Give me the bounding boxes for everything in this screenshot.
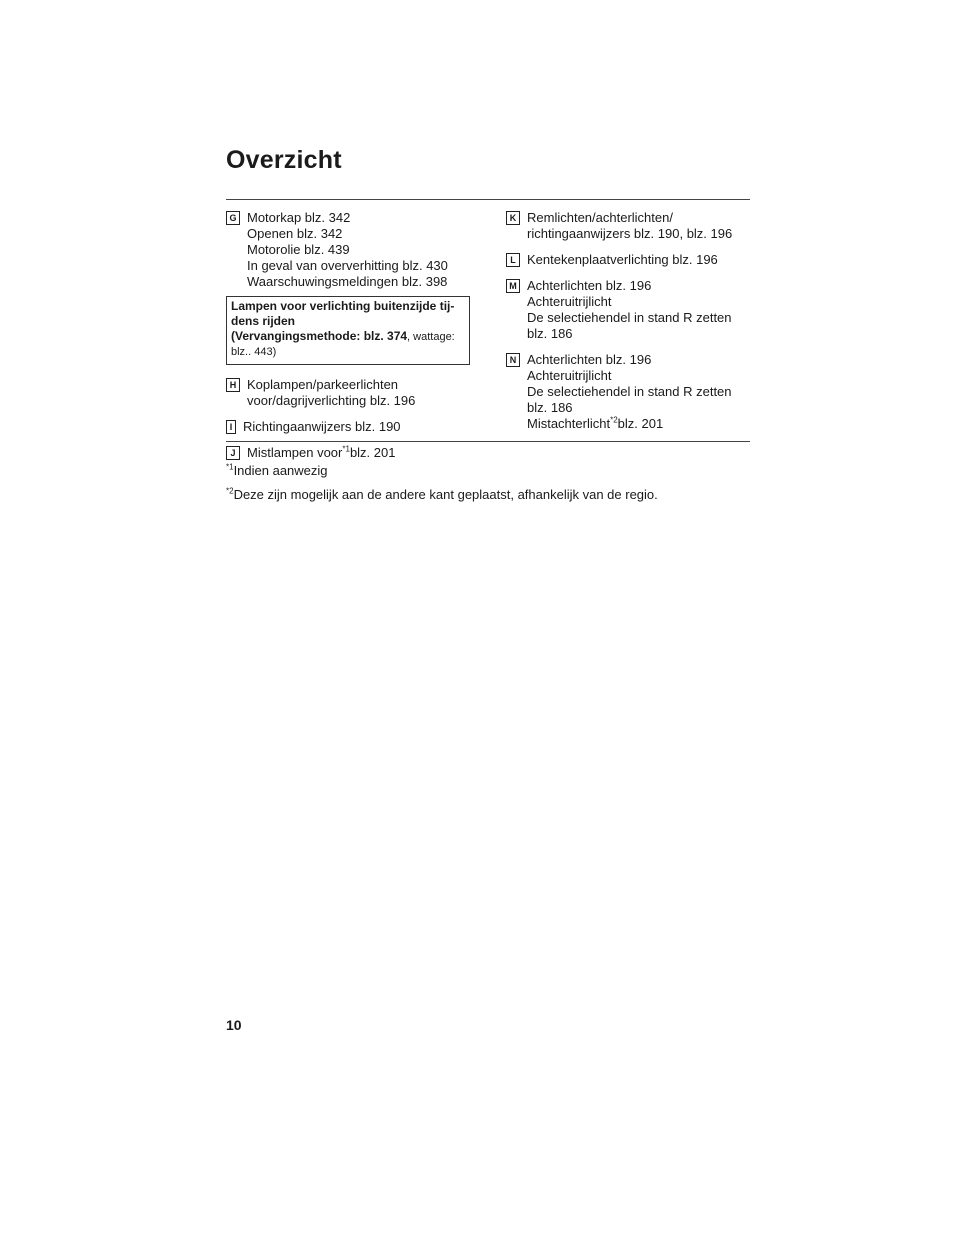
entry-n bbox=[506, 352, 750, 432]
entry-g-line: Waarschuwingsmeldingen blz. 398 bbox=[247, 274, 448, 289]
entry-m-line: Achterlichten blz. 196 bbox=[527, 278, 652, 293]
bottom-divider bbox=[226, 441, 750, 442]
box-heading-line1: Lampen voor verlichting buitenzijde tij- bbox=[231, 299, 455, 313]
key-badge-g: G bbox=[226, 211, 240, 225]
entry-n-fog-light: Mistachterlicht bbox=[527, 416, 611, 431]
footnote-1 bbox=[226, 463, 328, 479]
entry-m-line: Achteruitrijlicht bbox=[527, 294, 612, 309]
box-heading-line2: dens rijden bbox=[231, 314, 296, 328]
entry-k-line: Remlichten/achterlichten/ bbox=[527, 210, 673, 225]
key-badge-l: L bbox=[506, 253, 520, 267]
left-column bbox=[226, 210, 470, 471]
entry-g-line: In geval van oververhitting blz. 430 bbox=[247, 258, 448, 273]
lamp-replacement-box bbox=[226, 296, 470, 365]
entry-g bbox=[226, 210, 470, 290]
entry-k-line: richtingaanwijzers blz. 190, blz. 196 bbox=[527, 226, 733, 241]
entry-n-line: Achterlichten blz. 196 bbox=[527, 352, 652, 367]
entry-n-line: De selectiehendel in stand R zetten bbox=[527, 384, 732, 399]
entry-m bbox=[506, 278, 750, 342]
entry-g-line: Motorolie blz. 439 bbox=[247, 242, 350, 257]
key-badge-m: M bbox=[506, 279, 520, 293]
page-title: Overzicht bbox=[226, 146, 342, 174]
entry-j-text: Mistlampen voor bbox=[247, 445, 343, 460]
footnote-mark-1: *1 bbox=[226, 462, 234, 472]
entry-n-line: blz. 186 bbox=[527, 400, 573, 415]
box-wattage-label: , wattage: bbox=[407, 331, 455, 343]
footnote-ref-2: *2 bbox=[610, 415, 618, 425]
entry-n-fog-page: blz. 201 bbox=[617, 416, 664, 431]
entry-i bbox=[226, 419, 470, 435]
entry-j-page: blz. 201 bbox=[349, 445, 396, 460]
entry-h-line: Koplampen/parkeerlichten bbox=[247, 377, 399, 392]
key-badge-n: N bbox=[506, 353, 520, 367]
entry-h-line: voor/dagrijverlichting blz. 196 bbox=[247, 393, 416, 408]
top-divider bbox=[226, 199, 750, 200]
box-wattage-ref: blz.. 443) bbox=[231, 346, 277, 358]
entry-g-line: Openen blz. 342 bbox=[247, 226, 343, 241]
entry-i-text: Richtingaanwijzers blz. 190 bbox=[243, 419, 401, 434]
entry-g-line: Motorkap blz. 342 bbox=[247, 210, 351, 225]
right-column bbox=[506, 210, 750, 442]
footnote-ref-1: *1 bbox=[342, 444, 350, 454]
entry-j bbox=[226, 445, 470, 461]
page-number: 10 bbox=[226, 1017, 242, 1033]
box-replacement-method: (Vervangingsmethode: blz. 374 bbox=[231, 329, 408, 343]
key-badge-j: J bbox=[226, 446, 240, 460]
entry-h bbox=[226, 377, 470, 409]
entry-m-line: blz. 186 bbox=[527, 326, 573, 341]
entry-m-line: De selectiehendel in stand R zetten bbox=[527, 310, 732, 325]
entry-l-text: Kentekenplaatverlichting blz. 196 bbox=[527, 252, 718, 267]
key-badge-k: K bbox=[506, 211, 520, 225]
key-badge-h: H bbox=[226, 378, 240, 392]
key-badge-i: I bbox=[226, 420, 236, 434]
footnote-mark-2: *2 bbox=[226, 486, 234, 496]
footnote-2 bbox=[226, 487, 658, 503]
entry-k bbox=[506, 210, 750, 242]
entry-n-line: Achteruitrijlicht bbox=[527, 368, 612, 383]
footnote-text-1: Indien aanwezig bbox=[233, 463, 328, 478]
entry-l bbox=[506, 252, 750, 268]
footnote-text-2: Deze zijn mogelijk aan de andere kant geplaatst, afhankelijk van de regio. bbox=[233, 487, 658, 502]
